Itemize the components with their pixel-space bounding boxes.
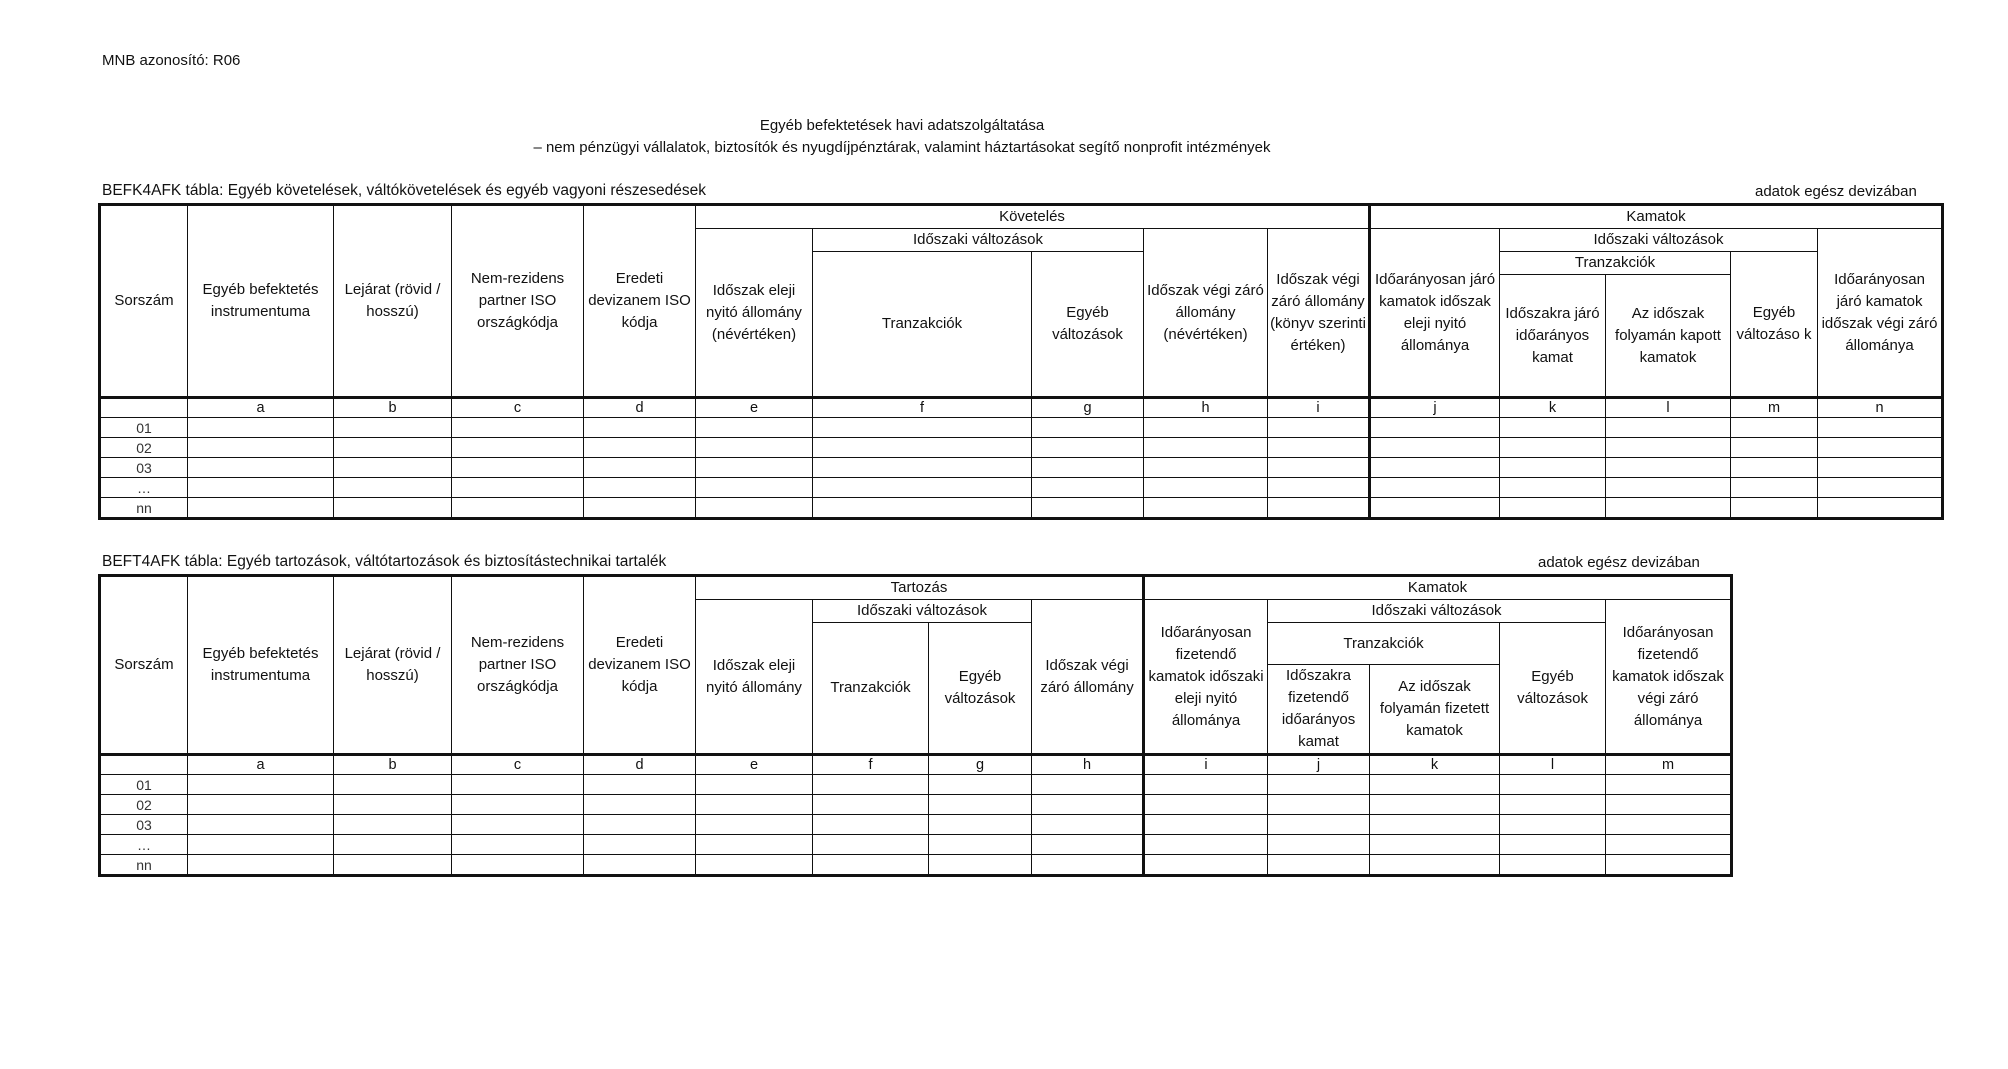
data-cell[interactable] <box>1370 478 1500 498</box>
letter-cell: c <box>452 755 584 775</box>
table-row <box>100 815 1732 835</box>
letter-cell: d <box>584 398 696 418</box>
letter-cell: m <box>1606 755 1732 775</box>
col-header-tranzakciok: Tranzakciók <box>813 623 929 755</box>
data-cell[interactable] <box>1606 438 1731 458</box>
data-cell[interactable] <box>584 855 696 876</box>
data-cell[interactable] <box>696 815 813 835</box>
col-header-tranzakciok: Tranzakciók <box>813 252 1032 398</box>
data-cell[interactable] <box>1818 418 1943 438</box>
data-cell[interactable] <box>1268 438 1370 458</box>
data-cell[interactable] <box>1500 458 1606 478</box>
letter-cell: f <box>813 755 929 775</box>
data-cell[interactable] <box>1268 855 1370 876</box>
data-cell[interactable] <box>1500 438 1606 458</box>
data-cell[interactable] <box>929 775 1032 795</box>
data-cell[interactable] <box>452 418 584 438</box>
data-cell[interactable] <box>334 458 452 478</box>
data-cell[interactable] <box>1268 458 1370 478</box>
data-cell[interactable] <box>1032 835 1144 855</box>
col-header-fizetendo-kamat: Időszakra fizetendő időarányos kamat <box>1268 665 1370 755</box>
col-header-kamat-nyito: Időarányosan fizetendő kamatok időszaki eleji nyitó állománya <box>1144 600 1268 755</box>
data-cell[interactable] <box>1500 418 1606 438</box>
data-cell[interactable] <box>584 418 696 438</box>
data-cell[interactable] <box>188 418 334 438</box>
letter-cell: a <box>188 755 334 775</box>
data-cell[interactable] <box>1370 855 1500 876</box>
letter-cell: h <box>1032 755 1144 775</box>
row-number: … <box>100 835 188 855</box>
data-cell[interactable] <box>696 418 813 438</box>
data-cell[interactable] <box>452 795 584 815</box>
letter-cell: e <box>696 398 813 418</box>
data-cell[interactable] <box>1032 478 1144 498</box>
group-header-kamatok: Kamatok <box>1144 576 1732 600</box>
letter-cell: b <box>334 398 452 418</box>
data-cell[interactable] <box>452 478 584 498</box>
letter-cell: k <box>1500 398 1606 418</box>
data-cell[interactable] <box>188 795 334 815</box>
data-cell[interactable] <box>1144 418 1268 438</box>
col-header-zaro-konyv: Időszak végi záró állomány (könyv szerinti értéken) <box>1268 229 1370 398</box>
data-cell[interactable] <box>696 438 813 458</box>
data-cell[interactable] <box>584 775 696 795</box>
data-cell[interactable] <box>1370 775 1500 795</box>
data-cell[interactable] <box>696 775 813 795</box>
data-cell[interactable] <box>813 775 929 795</box>
data-cell[interactable] <box>1144 458 1268 478</box>
data-cell[interactable] <box>1370 438 1500 458</box>
col-header-kamat-nyito: Időarányosan járó kamatok időszak eleji nyitó állománya <box>1370 229 1500 398</box>
mnb-identifier: MNB azonosító: R06 <box>102 52 241 69</box>
data-cell[interactable] <box>1268 478 1370 498</box>
data-cell[interactable] <box>1606 498 1731 519</box>
col-header-devizanem: Eredeti devizanem ISO kódja <box>584 205 696 398</box>
table-row <box>100 795 1732 815</box>
data-cell[interactable] <box>1731 498 1818 519</box>
data-cell[interactable] <box>584 795 696 815</box>
data-cell[interactable] <box>1144 835 1268 855</box>
table-row <box>100 458 1943 478</box>
data-cell[interactable] <box>813 498 1032 519</box>
data-cell[interactable] <box>334 498 452 519</box>
data-cell[interactable] <box>584 498 696 519</box>
letter-cell <box>100 398 188 418</box>
col-header-zaro-nevertek: Időszak végi záró állomány (névértéken) <box>1144 229 1268 398</box>
letter-cell: b <box>334 755 452 775</box>
col-header-nyito: Időszak eleji nyitó állomány <box>696 600 813 755</box>
data-cell[interactable] <box>1032 458 1144 478</box>
col-header-egyeb-valtozasok: Egyéb változások <box>1032 252 1144 398</box>
letter-cell: k <box>1370 755 1500 775</box>
data-cell[interactable] <box>584 815 696 835</box>
data-cell[interactable] <box>1606 478 1731 498</box>
page-title: Egyéb befektetések havi adatszolgáltatása <box>759 117 1045 134</box>
letter-cell: l <box>1500 755 1606 775</box>
row-number: nn <box>100 498 188 519</box>
col-header-nyito: Időszak eleji nyitó állomány (névértéken) <box>696 229 813 398</box>
letter-cell: i <box>1144 755 1268 775</box>
data-cell[interactable] <box>188 498 334 519</box>
col-header-kamat-egyeb: Egyéb változáso k <box>1731 252 1818 398</box>
row-number: nn <box>100 855 188 876</box>
row-number: 03 <box>100 815 188 835</box>
group-header-tartozas: Tartozás <box>696 576 1144 600</box>
table-row <box>100 498 1943 519</box>
col-header-zaro: Időszak végi záró állomány <box>1032 600 1144 755</box>
table-row <box>100 478 1943 498</box>
sub-header-kamat-idoszaki: Időszaki változások <box>1500 229 1818 252</box>
data-cell[interactable] <box>584 835 696 855</box>
data-cell[interactable] <box>188 815 334 835</box>
data-cell[interactable] <box>334 815 452 835</box>
data-cell[interactable] <box>1500 835 1606 855</box>
data-cell[interactable] <box>1268 795 1370 815</box>
data-cell[interactable] <box>334 775 452 795</box>
data-cell[interactable] <box>929 835 1032 855</box>
table2-unit: adatok egész devizában <box>1538 554 1700 571</box>
table1-unit: adatok egész devizában <box>1755 183 1917 200</box>
data-cell[interactable] <box>813 835 929 855</box>
data-cell[interactable] <box>1818 498 1943 519</box>
data-cell[interactable] <box>1032 815 1144 835</box>
data-cell[interactable] <box>334 418 452 438</box>
col-header-partner-iso: Nem-rezidens partner ISO országkódja <box>452 576 584 755</box>
data-cell[interactable] <box>813 418 1032 438</box>
row-number: 02 <box>100 438 188 458</box>
data-cell[interactable] <box>813 458 1032 478</box>
col-header-kamat-egyeb: Egyéb változások <box>1500 623 1606 755</box>
data-cell[interactable] <box>1818 438 1943 458</box>
data-cell[interactable] <box>452 438 584 458</box>
data-cell[interactable] <box>1606 815 1732 835</box>
col-header-partner-iso: Nem-rezidens partner ISO országkódja <box>452 205 584 398</box>
col-header-instrument: Egyéb befektetés instrumentuma <box>188 205 334 398</box>
letter-cell: g <box>929 755 1032 775</box>
data-cell[interactable] <box>813 795 929 815</box>
sub-header-kamat-idoszaki: Időszaki változások <box>1268 600 1606 623</box>
col-header-lejarat: Lejárat (rövid / hosszú) <box>334 576 452 755</box>
row-number: 01 <box>100 418 188 438</box>
data-cell[interactable] <box>188 438 334 458</box>
sub-header-tranzakciok: Tranzakciók <box>1268 623 1500 665</box>
data-cell[interactable] <box>813 815 929 835</box>
data-cell[interactable] <box>1032 775 1144 795</box>
group-header-koveteles: Követelés <box>696 205 1370 229</box>
col-header-instrument: Egyéb befektetés instrumentuma <box>188 576 334 755</box>
data-cell[interactable] <box>1500 815 1606 835</box>
table-row <box>100 418 1943 438</box>
data-cell[interactable] <box>929 815 1032 835</box>
row-number: 03 <box>100 458 188 478</box>
data-cell[interactable] <box>584 478 696 498</box>
sub-header-tranzakciok: Tranzakciók <box>1500 252 1731 275</box>
data-cell[interactable] <box>1144 775 1268 795</box>
data-cell[interactable] <box>452 815 584 835</box>
data-cell[interactable] <box>1144 438 1268 458</box>
data-cell[interactable] <box>1032 795 1144 815</box>
data-cell[interactable] <box>188 458 334 478</box>
data-cell[interactable] <box>1500 498 1606 519</box>
data-cell[interactable] <box>1144 815 1268 835</box>
col-header-lejarat: Lejárat (rövid / hosszú) <box>334 205 452 398</box>
data-cell[interactable] <box>1500 795 1606 815</box>
row-number: 02 <box>100 795 188 815</box>
data-cell[interactable] <box>188 855 334 876</box>
letter-cell: l <box>1606 398 1731 418</box>
data-cell[interactable] <box>1500 478 1606 498</box>
col-header-kamat-zaro: Időarányosan fizetendő kamatok időszak végi záró állománya <box>1606 600 1732 755</box>
letter-cell: c <box>452 398 584 418</box>
data-cell[interactable] <box>1144 795 1268 815</box>
data-cell[interactable] <box>334 835 452 855</box>
sub-header-idoszaki-valtozasok: Időszaki változások <box>813 229 1144 252</box>
letter-cell: h <box>1144 398 1268 418</box>
sub-header-idoszaki-valtozasok: Időszaki változások <box>813 600 1032 623</box>
col-header-kamat-zaro: Időarányosan járó kamatok időszak végi záró állománya <box>1818 229 1943 398</box>
data-cell[interactable] <box>1268 815 1370 835</box>
data-cell[interactable] <box>696 835 813 855</box>
data-cell[interactable] <box>1606 855 1732 876</box>
data-cell[interactable] <box>1818 478 1943 498</box>
data-cell[interactable] <box>1606 418 1731 438</box>
row-number: 01 <box>100 775 188 795</box>
letter-cell: n <box>1818 398 1943 418</box>
data-cell[interactable] <box>452 855 584 876</box>
data-cell[interactable] <box>1144 478 1268 498</box>
data-cell[interactable] <box>813 855 929 876</box>
data-cell[interactable] <box>1268 498 1370 519</box>
data-cell[interactable] <box>334 795 452 815</box>
data-cell[interactable] <box>1032 418 1144 438</box>
data-cell[interactable] <box>696 855 813 876</box>
data-cell[interactable] <box>1606 458 1731 478</box>
table-row <box>100 835 1732 855</box>
data-cell[interactable] <box>452 835 584 855</box>
data-cell[interactable] <box>1032 855 1144 876</box>
page-subtitle: – nem pénzügyi vállalatok, biztosítók és nyugdíjpénztárak, valamint háztartásokat segítő nonprofit intézmények <box>533 139 1271 156</box>
col-header-kapott-kamatok: Az időszak folyamán kapott kamatok <box>1606 275 1731 398</box>
data-cell[interactable] <box>1370 458 1500 478</box>
data-cell[interactable] <box>696 478 813 498</box>
letter-cell: g <box>1032 398 1144 418</box>
letter-cell <box>100 755 188 775</box>
data-cell[interactable] <box>334 855 452 876</box>
data-cell[interactable] <box>452 458 584 478</box>
table-row <box>100 855 1732 876</box>
data-cell[interactable] <box>1731 458 1818 478</box>
data-cell[interactable] <box>1370 418 1500 438</box>
col-header-egyeb-valtozasok: Egyéb változások <box>929 623 1032 755</box>
data-cell[interactable] <box>1731 478 1818 498</box>
data-cell[interactable] <box>1144 498 1268 519</box>
data-cell[interactable] <box>1268 835 1370 855</box>
letter-cell: a <box>188 398 334 418</box>
data-cell[interactable] <box>1818 458 1943 478</box>
data-cell[interactable] <box>188 775 334 795</box>
table-row <box>100 775 1732 795</box>
col-header-fizetett-kamatok: Az időszak folyamán fizetett kamatok <box>1370 665 1500 755</box>
col-header-devizanem: Eredeti devizanem ISO kódja <box>584 576 696 755</box>
data-cell[interactable] <box>334 478 452 498</box>
data-cell[interactable] <box>1731 438 1818 458</box>
data-cell[interactable] <box>696 498 813 519</box>
letter-cell: j <box>1268 755 1370 775</box>
data-cell[interactable] <box>452 498 584 519</box>
data-cell[interactable] <box>1268 418 1370 438</box>
data-cell[interactable] <box>188 478 334 498</box>
data-cell[interactable] <box>696 795 813 815</box>
letter-cell: d <box>584 755 696 775</box>
data-cell[interactable] <box>1144 855 1268 876</box>
data-cell[interactable] <box>1606 795 1732 815</box>
data-cell[interactable] <box>1606 775 1732 795</box>
data-cell[interactable] <box>452 775 584 795</box>
table1-grid <box>98 203 1944 520</box>
data-cell[interactable] <box>334 438 452 458</box>
data-cell[interactable] <box>188 835 334 855</box>
data-cell[interactable] <box>696 458 813 478</box>
group-header-kamatok: Kamatok <box>1370 205 1943 229</box>
data-cell[interactable] <box>1731 418 1818 438</box>
data-cell[interactable] <box>813 438 1032 458</box>
data-cell[interactable] <box>584 438 696 458</box>
data-cell[interactable] <box>1606 835 1732 855</box>
data-cell[interactable] <box>1370 795 1500 815</box>
letter-cell: m <box>1731 398 1818 418</box>
table2-title: BEFT4AFK tábla: Egyéb tartozások, váltótartozások és biztosítástechnikai tartalék <box>102 553 667 570</box>
row-number: … <box>100 478 188 498</box>
table-row <box>100 438 1943 458</box>
col-header-idoarányos-kamat: Időszakra járó időarányos kamat <box>1500 275 1606 398</box>
letter-cell: e <box>696 755 813 775</box>
col-header-sorszam: Sorszám <box>100 205 188 398</box>
data-cell[interactable] <box>1268 775 1370 795</box>
data-cell[interactable] <box>1370 815 1500 835</box>
data-cell[interactable] <box>584 458 696 478</box>
data-cell[interactable] <box>1500 855 1606 876</box>
data-cell[interactable] <box>1370 498 1500 519</box>
col-header-sorszam: Sorszám <box>100 576 188 755</box>
letter-cell: f <box>813 398 1032 418</box>
data-cell[interactable] <box>1500 775 1606 795</box>
data-cell[interactable] <box>1370 835 1500 855</box>
data-cell[interactable] <box>929 855 1032 876</box>
data-cell[interactable] <box>929 795 1032 815</box>
data-cell[interactable] <box>813 478 1032 498</box>
table1-title: BEFK4AFK tábla: Egyéb követelések, váltókövetelések és egyéb vagyoni részesedések <box>102 182 706 199</box>
data-cell[interactable] <box>1032 438 1144 458</box>
letter-cell: j <box>1370 398 1500 418</box>
table2-grid <box>98 574 1733 877</box>
letter-cell: i <box>1268 398 1370 418</box>
data-cell[interactable] <box>1032 498 1144 519</box>
